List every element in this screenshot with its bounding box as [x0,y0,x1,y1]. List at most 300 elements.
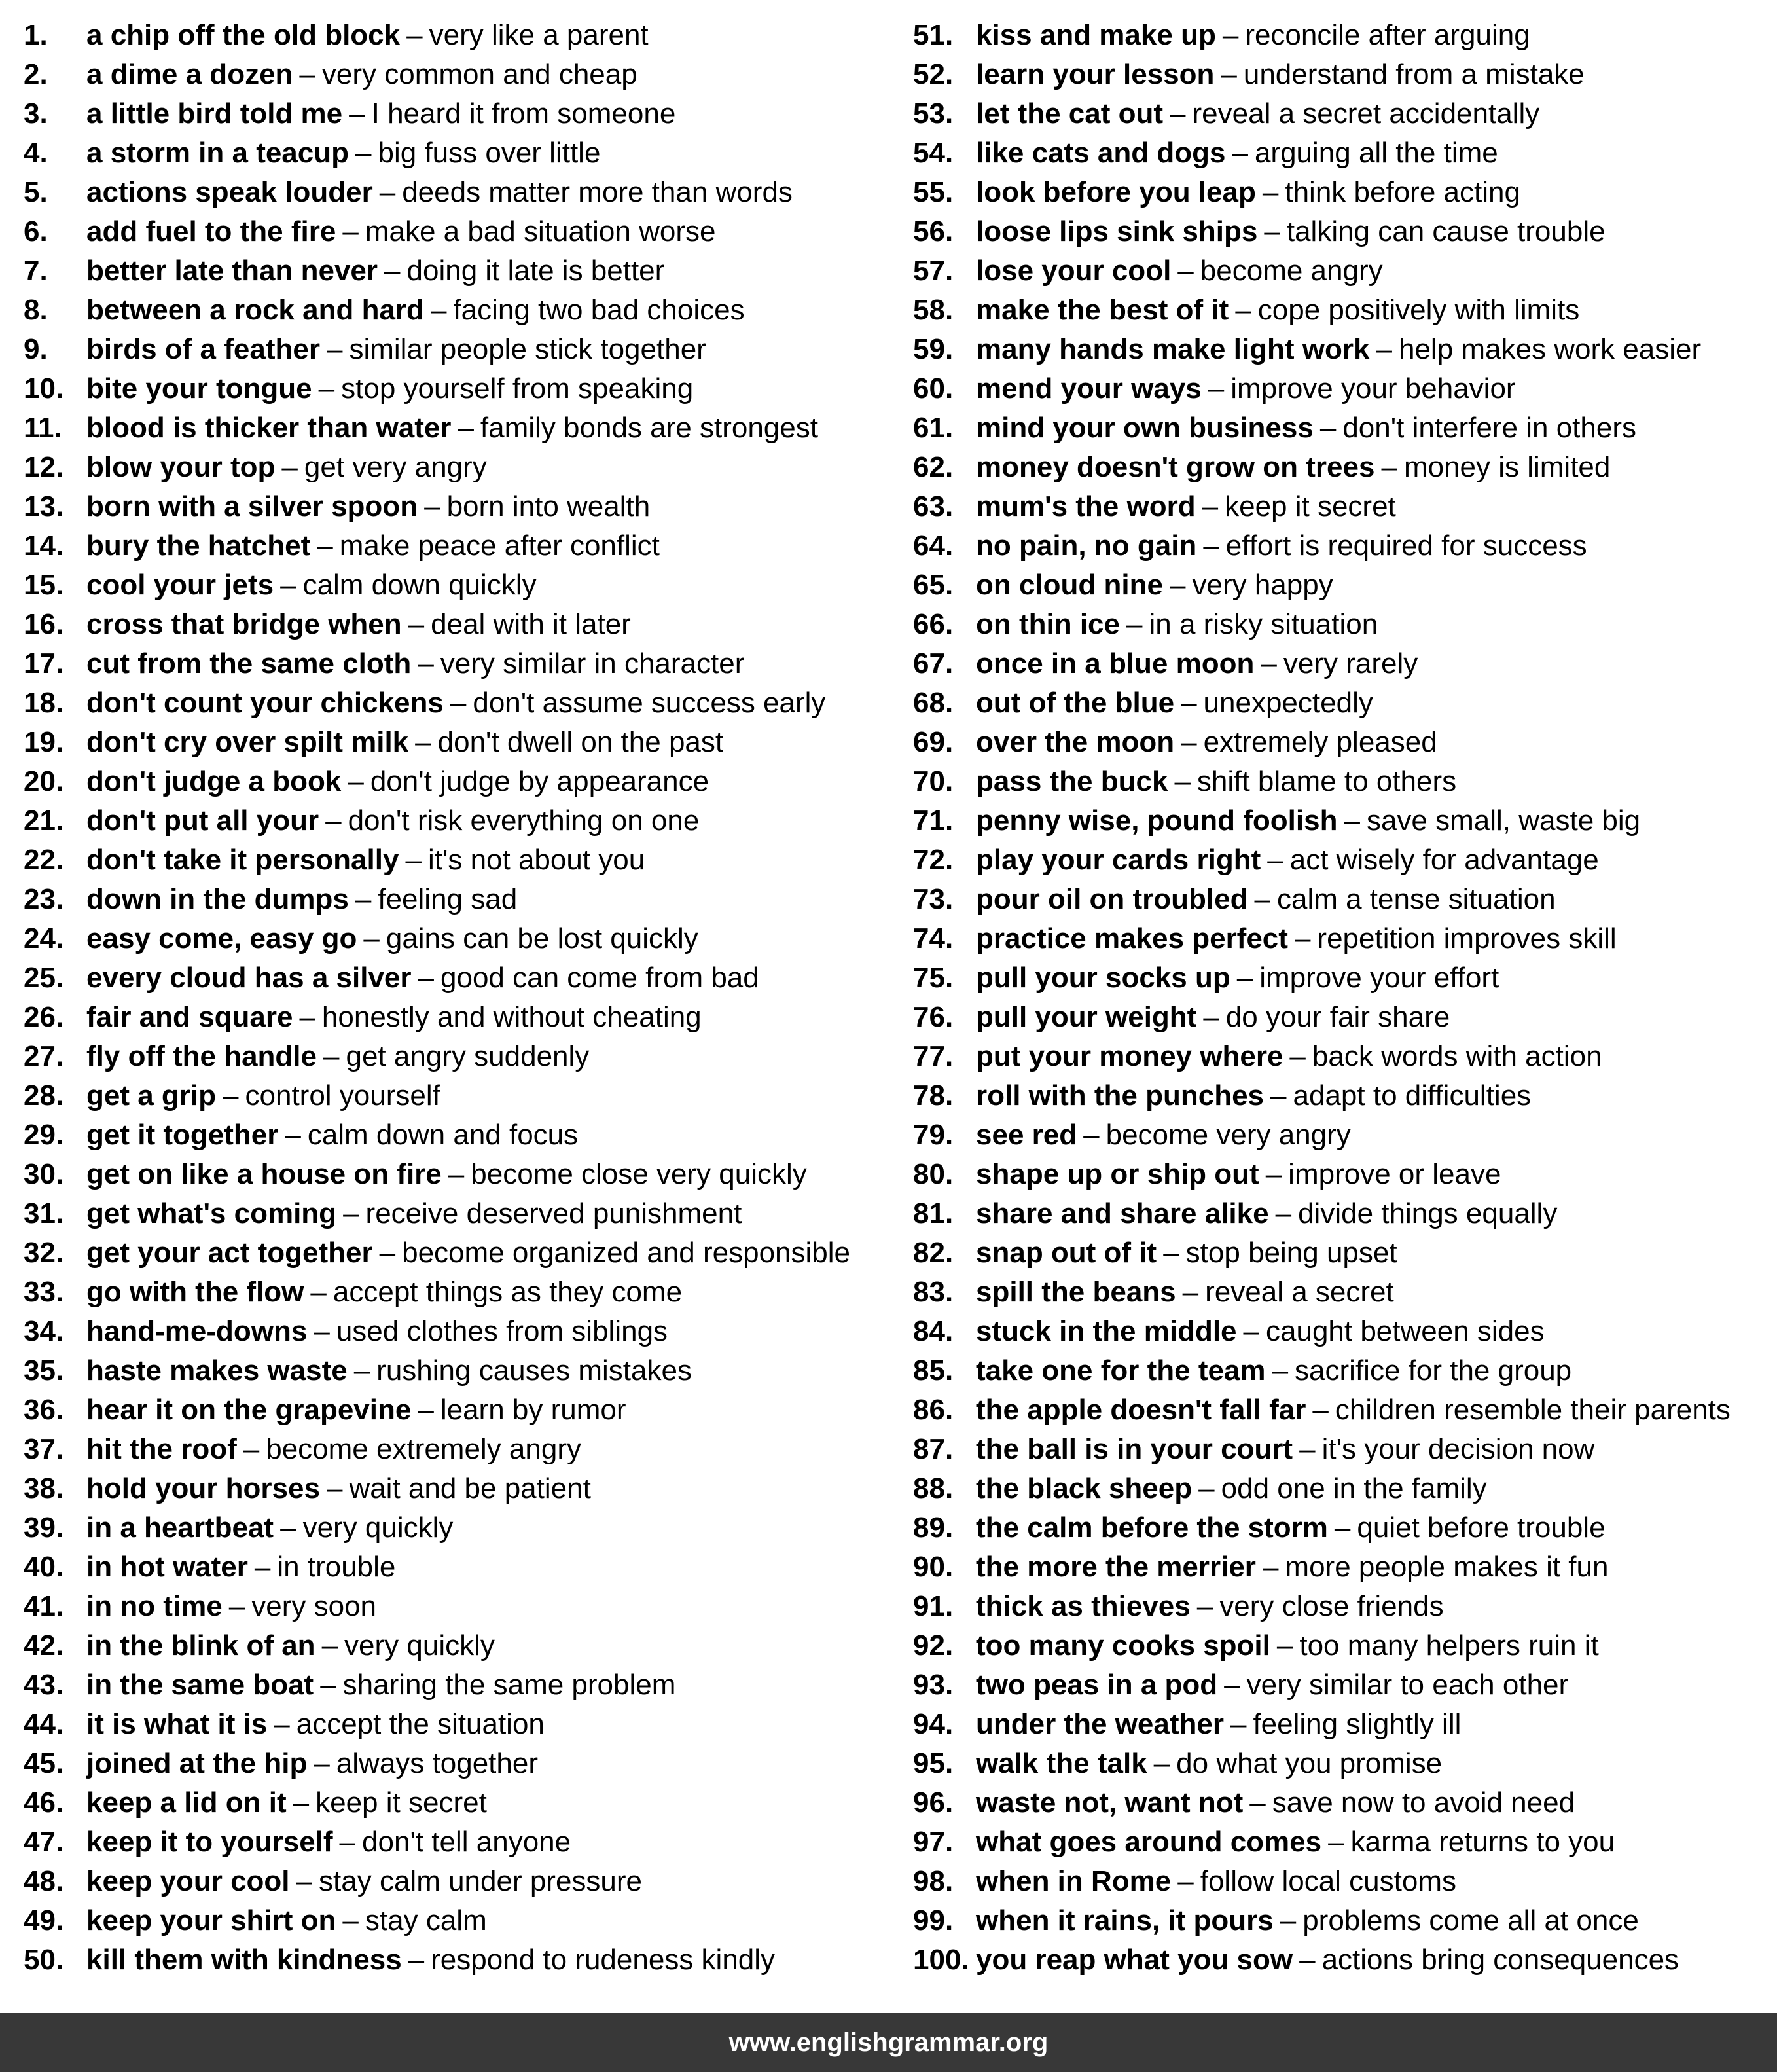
dash-separator: – [355,137,372,169]
idiom-phrase: put your money where [976,1040,1283,1072]
idiom-meaning: don't dwell on the past [437,726,724,758]
idiom-list-left [24,16,850,1980]
dash-separator: – [1264,215,1280,247]
idiom-meaning: improve or leave [1288,1158,1501,1190]
idiom-phrase: pour oil on troubled [976,883,1248,915]
item-number: 2. [24,58,48,90]
list-item [24,16,850,55]
dash-separator: – [318,373,335,405]
dash-separator: – [448,1158,465,1190]
idiom-phrase: a storm in a teacup [86,137,350,169]
idiom-phrase: too many cooks spoil [976,1629,1270,1662]
item-number: 45. [24,1747,64,1779]
idiom-meaning: stop being upset [1185,1237,1397,1269]
list-item [913,998,1731,1037]
item-number: 13. [24,490,64,522]
item-number: 8. [24,294,48,326]
idiom-meaning: accept the situation [296,1708,545,1740]
idiom-phrase: you reap what you sow [976,1944,1293,1976]
idiom-phrase: kiss and make up [976,19,1216,51]
item-number: 39. [24,1512,64,1544]
dash-separator: – [254,1551,271,1583]
item-number: 74. [913,922,954,954]
dash-separator: – [274,1708,290,1740]
list-item [913,1940,1731,1980]
idiom-phrase: take one for the team [976,1354,1266,1387]
item-number: 1. [24,19,48,51]
idiom-phrase: let the cat out [976,98,1164,130]
item-number: 75. [913,962,954,994]
dash-separator: – [353,1354,370,1387]
list-item [24,1390,850,1430]
list-item [24,134,850,173]
idiom-meaning: don't risk everything on one [348,805,700,837]
list-item [913,409,1731,448]
dash-separator: – [1344,805,1360,837]
idiom-phrase: hear it on the grapevine [86,1394,412,1426]
idiom-meaning: very common and cheap [321,58,637,90]
item-number: 66. [913,608,954,640]
list-item [24,919,850,958]
idiom-meaning: don't interfere in others [1342,412,1636,444]
list-item [24,1665,850,1705]
item-number: 57. [913,255,954,287]
dash-separator: – [1312,1394,1329,1426]
item-number: 43. [24,1669,64,1701]
idiom-phrase: a chip off the old block [86,19,401,51]
idiom-phrase: shape up or ship out [976,1158,1259,1190]
idiom-phrase: penny wise, pound foolish [976,805,1338,837]
idiom-meaning: talking can cause trouble [1286,215,1606,247]
list-item [24,94,850,134]
list-item [24,291,850,330]
dash-separator: – [1177,255,1194,287]
idiom-phrase: actions speak louder [86,176,373,208]
dash-separator: – [296,1865,313,1897]
idiom-meaning: divide things equally [1298,1197,1558,1229]
idiom-phrase: spill the beans [976,1276,1176,1308]
item-number: 31. [24,1197,64,1229]
item-number: 52. [913,58,954,90]
item-number: 83. [913,1276,954,1308]
dash-separator: – [379,1237,396,1269]
idiom-meaning: feeling slightly ill [1253,1708,1462,1740]
idiom-phrase: the ball is in your court [976,1433,1293,1465]
item-number: 65. [913,569,954,601]
item-number: 60. [913,373,954,405]
idiom-meaning: stop yourself from speaking [341,373,694,405]
dash-separator: – [405,844,422,876]
idiom-meaning: very rarely [1283,647,1418,680]
dash-separator: – [1262,176,1279,208]
dash-separator: – [1276,1629,1293,1662]
dash-separator: – [384,255,401,287]
item-number: 86. [913,1394,954,1426]
item-number: 84. [913,1315,954,1347]
idiom-meaning: it's not about you [427,844,645,876]
dash-separator: – [1203,1001,1219,1033]
item-number: 15. [24,569,64,601]
item-number: 100. [913,1944,969,1976]
idiom-meaning: reveal a secret accidentally [1192,98,1540,130]
idiom-meaning: calm down and focus [307,1119,579,1151]
list-item [913,1469,1731,1508]
list-item [913,487,1731,526]
item-number: 34. [24,1315,64,1347]
idiom-phrase: bury the hatchet [86,530,311,562]
item-number: 71. [913,805,954,837]
dash-separator: – [363,922,380,954]
dash-separator: – [418,962,434,994]
idiom-phrase: learn your lesson [976,58,1215,90]
idiom-meaning: act wisely for advantage [1289,844,1599,876]
item-number: 3. [24,98,48,130]
item-number: 50. [24,1944,64,1976]
dash-separator: – [310,1276,327,1308]
list-item [24,605,850,644]
idiom-meaning: arguing all the time [1254,137,1498,169]
idiom-meaning: don't tell anyone [362,1826,571,1858]
idiom-phrase: fly off the handle [86,1040,317,1072]
list-item [913,173,1731,212]
item-number: 27. [24,1040,64,1072]
dash-separator: – [1328,1826,1344,1858]
idiom-meaning: make a bad situation worse [365,215,716,247]
idiom-phrase: cut from the same cloth [86,647,412,680]
dash-separator: – [1203,530,1219,562]
dash-separator: – [1299,1433,1316,1465]
idiom-phrase: get your act together [86,1237,373,1269]
item-number: 54. [913,137,954,169]
dash-separator: – [299,1001,315,1033]
idiom-phrase: what goes around comes [976,1826,1322,1858]
list-item [913,1430,1731,1469]
idiom-meaning: keep it secret [315,1787,487,1819]
list-item [913,16,1731,55]
idiom-phrase: pull your socks up [976,962,1230,994]
idiom-meaning: sharing the same problem [342,1669,676,1701]
idiom-meaning: children resemble their parents [1335,1394,1731,1426]
list-item [24,55,850,94]
idiom-phrase: on thin ice [976,608,1120,640]
list-item [24,1783,850,1823]
idiom-meaning: karma returns to you [1350,1826,1615,1858]
item-number: 87. [913,1433,954,1465]
item-number: 48. [24,1865,64,1897]
idiom-phrase: once in a blue moon [976,647,1255,680]
idiom-meaning: wait and be patient [349,1472,591,1504]
item-number: 44. [24,1708,64,1740]
item-number: 30. [24,1158,64,1190]
dash-separator: – [280,569,296,601]
list-item [913,566,1731,605]
dash-separator: – [1181,687,1197,719]
dash-separator: – [1177,1865,1194,1897]
list-item [24,409,850,448]
idiom-meaning: become close very quickly [471,1158,807,1190]
item-number: 64. [913,530,954,562]
dash-separator: – [342,215,359,247]
dash-separator: – [1126,608,1143,640]
idiom-phrase: roll with the punches [976,1080,1265,1112]
idiom-meaning: actions bring consequences [1321,1944,1679,1976]
list-item [24,801,850,841]
item-number: 49. [24,1904,64,1936]
idiom-phrase: two peas in a pod [976,1669,1218,1701]
idiom-phrase: hand-me-downs [86,1315,308,1347]
dash-separator: – [1182,1276,1199,1308]
list-item [913,958,1731,998]
dash-separator: – [1221,58,1237,90]
dash-separator: – [424,490,440,522]
item-number: 73. [913,883,954,915]
idiom-phrase: keep it to yourself [86,1826,333,1858]
idiom-meaning: sacrifice for the group [1295,1354,1572,1387]
list-item [913,1194,1731,1233]
dash-separator: – [1198,1472,1215,1504]
idiom-phrase: keep your cool [86,1865,290,1897]
idiom-phrase: share and share alike [976,1197,1269,1229]
list-item [913,605,1731,644]
idiom-phrase: no pain, no gain [976,530,1197,562]
idiom-phrase: cool your jets [86,569,274,601]
dash-separator: – [1267,844,1283,876]
list-item [913,762,1731,801]
idiom-phrase: don't count your chickens [86,687,444,719]
item-number: 67. [913,647,954,680]
list-item [24,1116,850,1155]
dash-separator: – [228,1590,245,1622]
dash-separator: – [418,647,434,680]
dash-separator: – [349,98,365,130]
idiom-meaning: big fuss over little [378,137,601,169]
idiom-phrase: pass the buck [976,765,1168,797]
idiom-meaning: learn by rumor [440,1394,626,1426]
idiom-phrase: go with the flow [86,1276,304,1308]
item-number: 77. [913,1040,954,1072]
dash-separator: – [325,805,342,837]
footer-url[interactable]: www.englishgrammar.org [728,2027,1049,2057]
item-number: 97. [913,1826,954,1858]
idiom-meaning: doing it late is better [406,255,665,287]
idiom-phrase: when in Rome [976,1865,1172,1897]
dash-separator: – [326,333,343,365]
idiom-meaning: too many helpers ruin it [1299,1629,1599,1662]
list-item [913,1626,1731,1665]
item-number: 80. [913,1158,954,1190]
list-item [24,841,850,880]
idiom-meaning: I heard it from someone [371,98,676,130]
list-item [24,1548,850,1587]
item-number: 82. [913,1237,954,1269]
list-item [24,1351,850,1390]
dash-separator: – [285,1119,301,1151]
idiom-meaning: make peace after conflict [339,530,660,562]
dash-separator: – [1299,1944,1316,1976]
idiom-phrase: better late than never [86,255,378,287]
idiom-meaning: calm a tense situation [1276,883,1556,915]
list-item [24,1862,850,1901]
idiom-phrase: add fuel to the fire [86,215,336,247]
idiom-meaning: facing two bad choices [453,294,745,326]
idiom-meaning: become organized and responsible [402,1237,851,1269]
list-item [913,1233,1731,1273]
list-item [913,1508,1731,1548]
dash-separator: – [317,530,333,562]
list-item [913,841,1731,880]
dash-separator: – [321,1629,338,1662]
dash-separator: – [1181,726,1197,758]
idiom-meaning: become extremely angry [266,1433,581,1465]
item-number: 69. [913,726,954,758]
item-number: 76. [913,1001,954,1033]
idiom-meaning: problems come all at once [1302,1904,1639,1936]
idiom-meaning: shift blame to others [1196,765,1457,797]
item-number: 81. [913,1197,954,1229]
list-item [24,1312,850,1351]
item-number: 16. [24,608,64,640]
idiom-phrase: loose lips sink ships [976,215,1258,247]
dash-separator: – [379,176,396,208]
idiom-meaning: don't assume success early [473,687,826,719]
list-item [24,1508,850,1548]
dash-separator: – [415,726,431,758]
item-number: 63. [913,490,954,522]
list-item [913,723,1731,762]
idiom-meaning: family bonds are strongest [480,412,818,444]
list-item [24,1705,850,1744]
list-item [913,1076,1731,1116]
item-number: 18. [24,687,64,719]
idiom-phrase: keep your shirt on [86,1904,336,1936]
idiom-meaning: do what you promise [1176,1747,1443,1779]
list-item [913,683,1731,723]
dash-separator: – [348,765,364,797]
idiom-meaning: do your fair share [1225,1001,1450,1033]
idiom-phrase: on cloud nine [976,569,1163,601]
idiom-meaning: in a risky situation [1149,608,1378,640]
list-item [24,762,850,801]
idiom-meaning: get angry suddenly [346,1040,590,1072]
list-item [24,1155,850,1194]
idiom-meaning: very similar in character [440,647,745,680]
dash-separator: – [1289,1040,1306,1072]
list-item [24,1940,850,1980]
list-item [913,526,1731,566]
idiom-phrase: the more the merrier [976,1551,1256,1583]
item-number: 10. [24,373,64,405]
idiom-meaning: similar people stick together [349,333,706,365]
item-number: 12. [24,451,64,483]
list-item [24,448,850,487]
list-item [913,1037,1731,1076]
idiom-phrase: blood is thicker than water [86,412,452,444]
idiom-meaning: rushing causes mistakes [376,1354,692,1387]
dash-separator: – [1196,1590,1213,1622]
item-number: 40. [24,1551,64,1583]
item-number: 25. [24,962,64,994]
list-item [913,919,1731,958]
item-number: 95. [913,1747,954,1779]
item-number: 78. [913,1080,954,1112]
idiom-meaning: feeling sad [378,883,518,915]
dash-separator: – [1236,962,1253,994]
dash-separator: – [342,1904,359,1936]
dash-separator: – [408,608,425,640]
dash-separator: – [406,19,423,51]
list-item [913,369,1731,409]
item-number: 22. [24,844,64,876]
idiom-phrase: don't put all your [86,805,319,837]
item-number: 88. [913,1472,954,1504]
idiom-phrase: look before you leap [976,176,1256,208]
item-number: 5. [24,176,48,208]
list-item [24,644,850,683]
dash-separator: – [1254,883,1270,915]
item-number: 72. [913,844,954,876]
idiom-phrase: in the blink of an [86,1629,315,1662]
list-item [913,251,1731,291]
dash-separator: – [1222,19,1239,51]
list-item [913,291,1731,330]
item-number: 99. [913,1904,954,1936]
idiom-meaning: effort is required for success [1225,530,1587,562]
idiom-meaning: quiet before trouble [1357,1512,1606,1544]
list-item [24,1823,850,1862]
list-item [24,958,850,998]
idiom-meaning: respond to rudeness kindly [431,1944,776,1976]
idiom-phrase: easy come, easy go [86,922,357,954]
item-number: 96. [913,1787,954,1819]
idiom-phrase: walk the talk [976,1747,1147,1779]
list-item [24,880,850,919]
item-number: 91. [913,1590,954,1622]
list-item [913,330,1731,369]
list-item [24,1901,850,1940]
idiom-phrase: bite your tongue [86,373,312,405]
idiom-meaning: odd one in the family [1221,1472,1487,1504]
list-item [24,1233,850,1273]
dash-separator: – [280,1512,296,1544]
list-item [24,1744,850,1783]
idiom-phrase: the calm before the storm [976,1512,1328,1544]
dash-separator: – [1243,1315,1259,1347]
idiom-phrase: the apple doesn't fall far [976,1394,1306,1426]
item-number: 61. [913,412,954,444]
list-item [24,1037,850,1076]
item-number: 37. [24,1433,64,1465]
idiom-meaning: very quickly [302,1512,454,1544]
idiom-phrase: waste not, want not [976,1787,1244,1819]
item-number: 20. [24,765,64,797]
list-item [913,1901,1731,1940]
idiom-phrase: cross that bridge when [86,608,402,640]
item-number: 51. [913,19,954,51]
idiom-phrase: lose your cool [976,255,1172,287]
dash-separator: – [1381,451,1397,483]
idiom-phrase: mind your own business [976,412,1314,444]
list-item [913,448,1731,487]
idiom-phrase: mum's the word [976,490,1196,522]
dash-separator: – [1262,1551,1279,1583]
item-number: 19. [24,726,64,758]
idiom-phrase: snap out of it [976,1237,1157,1269]
list-item [913,1705,1731,1744]
dash-separator: – [281,451,298,483]
idiom-meaning: deal with it later [431,608,631,640]
idiom-meaning: cope positively with limits [1257,294,1580,326]
dash-separator: – [1294,922,1311,954]
